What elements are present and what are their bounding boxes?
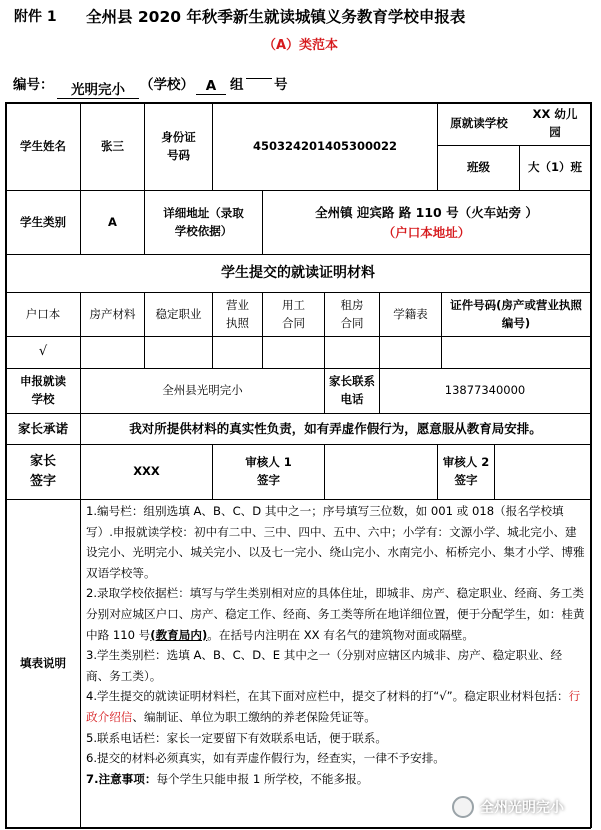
student-category-value: A [108,214,117,229]
wechat-logo-icon [452,796,474,818]
material-value-job [145,337,212,368]
apply-school-label: 申报就读学校 [20,374,66,406]
note-4-tail: 、编制证、单位为职工缴纳的养老保险凭证等。 [132,709,376,724]
material-header-property: 房产材料 [89,306,136,321]
watermark [452,790,598,824]
id-number-label: 身份证号码 [161,129,196,162]
student-name-label: 学生姓名 [20,138,66,153]
material-value-student-record [380,337,441,368]
address-value: 全州镇 迎宾路 路 110 号（火车站旁 ） [315,205,538,221]
parent-phone-value: 13877340000 [444,383,526,398]
number-line [0,68,601,96]
material-header-rent-contract: 租房合同 [340,297,364,330]
reviewer2-label: 审核人 2 签字 [442,455,490,487]
address-label: 详细地址（录取学校依据） [163,205,244,238]
student-category-label: 学生类别 [20,214,66,229]
group-suffix: 组 [230,77,244,93]
material-value-rent-contract [325,337,379,368]
material-header-cert-number: 证件号码(房产或营业执照编号) [450,297,582,330]
number-label: 编号： [13,77,54,93]
promise-label: 家长承诺 [17,421,68,437]
material-header-student-record: 学籍表 [393,306,428,321]
apply-school-value: 全州县光明完小 [162,383,243,398]
note-2-tail: 。在括号内注明在 XX 有名气的建筑物对面或隔壁。 [207,627,474,642]
note-4-red: 行政介绍信 [86,689,581,724]
note-2 [86,583,585,645]
note-6: 6.提交的材料必须真实，如有弄虚作假行为，经查实，一律不予安排。 [86,751,445,766]
note-2-bold: (教育局内) [150,627,208,642]
material-value-property [81,337,144,368]
promise-text: 我对所提供材料的真实性负责，如有弄虚作假行为，愿意服从教育局安排。 [129,421,542,437]
material-value-labor-contract [263,337,324,368]
material-value-cert-number [442,337,590,368]
note-7-text: 每个学生只能申报 1 所学校，不能多报。 [156,771,369,786]
reviewer1-label: 审核人 1 签字 [245,455,292,487]
notes-content [80,499,591,789]
note-1: 1.编号栏：组别选填 A、B、C、D 其中之一；序号填写三位数，如 001 或 018（报名学校填写）.申报就读学校：初中有二中、三中、四中、五中、六中；小学有：文源小学、城北完小、建设完小、光明完小、城关完小、以及七一完小、绕山完小、水南完小、柘桥完小、集才小学、博雅双语学校等。 [86,504,585,580]
class-label: 班级 [467,160,490,175]
origin-school-label: 原就读学校 [450,116,508,131]
school-suffix: （学校） [140,77,194,93]
material-value-hukou: √ [38,344,48,360]
school-field: 光明完小 [57,78,139,99]
material-header-labor-contract: 用工合同 [282,297,305,330]
address-note: （户口本地址） [382,224,471,240]
serial-field [246,78,272,79]
note-3: 3.学生类别栏：选填 A、B、C、D、E 其中之一（分别对应辖区内城非、房产、稳定职业、经商、务工类）。 [86,648,563,683]
page-subtitle: （A）类范本 [262,38,339,53]
note-4 [86,686,585,727]
page-header [0,2,601,28]
note-4-text: 4.学生提交的就读证明材料栏，在其下面对应栏中，提交了材料的打“√”。稳定职业材料包括： [86,689,569,704]
material-header-license: 营业执照 [226,297,249,330]
reviewer2-sign [495,445,590,499]
note-7-bold: 7.注意事项： [86,771,157,786]
note-5: 5.联系电话栏：家长一定要留下有效联系电话，便于联系。 [86,730,387,745]
origin-school-value: XX 幼儿园 [532,107,578,139]
parent-sign-value: XXX [133,464,160,479]
id-number-value: 450324201405300022 [252,138,398,153]
page-title: 全州县 2020 年秋季新生就读城镇义务教育学校申报表 [86,8,466,26]
material-value-license [213,337,262,368]
reviewer1-sign [325,445,437,499]
notes-label: 填表说明 [20,655,66,670]
note-2-text: 2.录取学校依据栏：填写与学生类别相对应的具体住址，即城非、房产、稳定职业、经商、务工类分别对应城区户口、房产、稳定工作、经商、务工类等所在地详细位置，便于分配学生，如：桂黄中路 110 号 [86,586,585,642]
parent-sign-label: 家长签字 [29,453,56,489]
class-value: 大（1）班 [527,160,582,175]
material-header-job: 稳定职业 [155,306,202,321]
watermark-text: 全州光明完小 [480,800,564,816]
group-field: A [196,78,226,95]
address-cell [263,191,590,254]
serial-suffix: 号 [274,77,288,93]
attachment-label: 附件 1 [14,9,57,25]
parent-phone-label: 家长联系电话 [329,374,375,406]
note-7 [86,769,585,790]
materials-title: 学生提交的就读证明材料 [221,264,375,281]
material-header-hukou: 户口本 [25,306,61,321]
student-name-value: 张三 [101,138,124,153]
